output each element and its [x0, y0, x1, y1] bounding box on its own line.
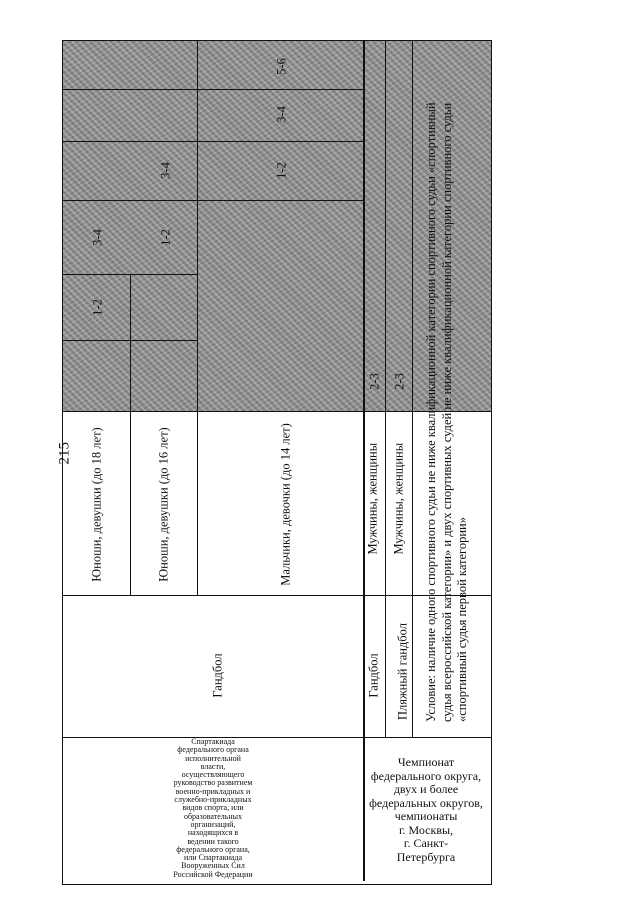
org-line: видов спорта, или — [182, 803, 244, 813]
championship-cell — [365, 756, 487, 881]
shaded-cell — [130, 274, 197, 411]
group-label: Мальчики, девочки (до 14 лет) — [278, 423, 293, 586]
place-value: 1-2 — [274, 162, 289, 179]
place-value: 3-4 — [90, 229, 105, 246]
place-value: 2-3 — [367, 373, 382, 390]
condition-line: судья всероссийской категории» и двух спортивных судей не ниже квалификационной категории спортивного судьи — [439, 102, 454, 722]
sport-label: Гандбол — [210, 653, 225, 698]
champ-line: федерального округа, — [370, 768, 482, 783]
champ-line: федеральных округов, — [369, 795, 483, 810]
group-label: Юноши, девушки (до 16 лет) — [156, 427, 171, 582]
org-line: или Спартакиада — [183, 853, 243, 863]
shaded-cell — [63, 41, 197, 274]
group-label: Мужчины, женщины — [391, 442, 406, 555]
org-line: исполнительной — [185, 753, 241, 763]
org-line: ведении такого — [187, 836, 239, 846]
org-line: руководство развитием — [173, 778, 253, 788]
org-line: образовательных — [183, 811, 243, 821]
org-line: осуществляющего — [181, 770, 245, 780]
place-value: 1-2 — [158, 229, 173, 246]
org-line: власти, — [200, 761, 226, 771]
org-line: находящихся в — [187, 828, 239, 838]
org-line: Спартакиада — [191, 737, 235, 746]
group-label: Мужчины, женщины — [365, 442, 380, 555]
place-value: 1-2 — [90, 299, 105, 316]
condition-line: Условие: наличие одного спортивного судьи не ниже квалификационной категории спортивного судьи «спортивный — [424, 102, 438, 722]
sport-label: Гандбол — [366, 653, 381, 698]
champ-line: Петербурга — [396, 849, 456, 864]
group-label: Юноши, девушки (до 18 лет) — [89, 427, 104, 582]
champ-line: чемпионаты — [394, 809, 458, 823]
place-value: 3-4 — [158, 162, 173, 179]
champ-line: г. Москвы, — [398, 822, 454, 837]
condition-line: «спортивный судья первой категории» — [455, 517, 469, 722]
org-line: Вооруженных Сил — [181, 861, 245, 871]
shaded-cell — [197, 200, 363, 411]
org-line: служебно-прикладных — [174, 795, 252, 805]
champ-line: двух и более — [393, 782, 459, 796]
org-line: федерального органа, — [176, 844, 250, 854]
org-line: федерального органа — [177, 745, 249, 755]
place-value: 5-6 — [274, 58, 289, 75]
condition-note — [424, 32, 471, 722]
org-line: организаций, — [190, 819, 236, 829]
place-value: 2-3 — [392, 373, 407, 390]
champ-line: г. Санкт- — [403, 836, 449, 850]
place-value: 3-4 — [274, 106, 289, 123]
org-line: военно-прикладных и — [175, 786, 251, 796]
sport-label: Пляжный гандбол — [395, 623, 410, 720]
org-line: Российской Федерации — [173, 869, 253, 879]
page-number: 215 — [56, 442, 73, 465]
champ-line: Чемпионат — [397, 755, 455, 769]
